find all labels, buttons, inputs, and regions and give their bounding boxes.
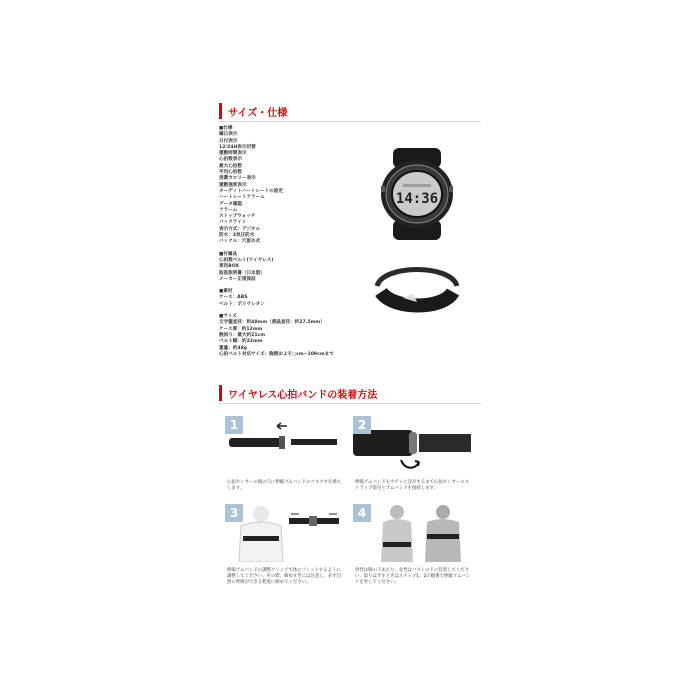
spec-line: 平均心拍数 — [219, 170, 242, 176]
spec-line: メーカー正規保証 — [219, 276, 256, 282]
spec-line: ■仕様 — [219, 126, 233, 131]
spec-line: 日付表示 — [219, 138, 238, 144]
spec-list — [219, 126, 369, 358]
spec-line: 専用BOX — [219, 264, 239, 270]
spec-group — [219, 126, 369, 246]
chest-strap-image — [373, 258, 461, 316]
spec-line: 重量：約48g — [219, 345, 248, 351]
spec-line: バックライト — [219, 220, 247, 226]
spec-line: 心拍数ベルト(ワイヤレス) — [219, 257, 274, 263]
section-title-specs: サイズ・仕様 — [228, 108, 288, 119]
spec-line: 腕回り：最大約21cm — [219, 332, 266, 338]
section-marker — [219, 103, 222, 119]
spec-line: 防水：3気圧防水 — [219, 233, 255, 239]
spec-line: 文字盤直径：約48mm（液晶直径：約27.5mm） — [219, 320, 325, 326]
spec-line: 最大心拍数 — [219, 163, 242, 169]
spec-line: ストップウォッチ — [219, 214, 256, 220]
section-header-specs — [219, 100, 481, 122]
spec-line: バックル：穴留め式 — [219, 239, 261, 245]
spec-line: ケース厚：約12mm — [219, 326, 263, 332]
spec-line: データ確認 — [219, 201, 242, 207]
spec-line: 運動強度表示 — [219, 182, 247, 188]
spec-line: ベルト：ポリウレタン — [219, 301, 265, 307]
spec-line: アラーム — [219, 207, 238, 213]
watch-image — [379, 148, 455, 240]
spec-line: ■サイズ — [219, 314, 237, 320]
spec-line: ハートレートアラーム — [219, 195, 265, 201]
step-number-badge: 1 — [225, 416, 243, 434]
spec-line: 表示方式：デジタル — [219, 226, 261, 232]
spec-line: 運動時間表示 — [219, 151, 247, 157]
step-number-badge: 3 — [225, 504, 243, 522]
section-title-howto: ワイヤレス心拍バンドの装着方法 — [228, 390, 378, 401]
section-header-howto — [219, 382, 481, 404]
section-marker — [219, 385, 222, 401]
watch-display-time: 14:36 — [395, 191, 439, 207]
step-2-caption: 伸縮ゴムバンドをカチッと音がするまで心拍センサーのストラップ部分とゴムバンドを接続します。 — [355, 480, 470, 491]
step-number-badge: 2 — [353, 416, 371, 434]
spec-line: ケース：ABS — [219, 295, 248, 301]
spec-line: 心拍ベルト対応サイズ：胸囲およそ○cm~109cmまで — [219, 351, 334, 357]
spec-line: ■素材 — [219, 289, 233, 295]
spec-group — [219, 314, 369, 358]
spec-line: 取扱説明書（日本語） — [219, 270, 265, 276]
spec-line: 消費カロリー表示 — [219, 176, 256, 182]
spec-group — [219, 252, 369, 283]
step-number-badge: 4 — [353, 504, 371, 522]
spec-line: ベルト幅：約22mm — [219, 339, 263, 345]
product-spec-sheet — [219, 92, 481, 612]
spec-line: ■付属品 — [219, 251, 238, 257]
spec-group — [219, 289, 369, 308]
spec-line: 12/24H表示切替 — [219, 144, 256, 150]
spec-line: 心拍数表示 — [219, 157, 242, 163]
spec-line: ターゲットハートレートの設定 — [219, 188, 284, 194]
spec-line: 曜日表示 — [219, 132, 238, 138]
step-1-caption: 心拍センサーの端の穴に伸縮ゴムバンドのコネクタを挿入します。 — [227, 480, 342, 491]
step-3-caption: 伸縮ゴムバンドの調整クリップで体にフィットするように調整してください。その際、締めすぎには注意し、必ず自然に呼吸ができる程度に締めてください。 — [227, 568, 342, 585]
step-4-caption: 男性は胸の下あたり、女性はバストの下に装着してください。取りはずすときはスナップ1、2の順番で伸縮ゴムバンドを外してください。 — [355, 568, 471, 585]
